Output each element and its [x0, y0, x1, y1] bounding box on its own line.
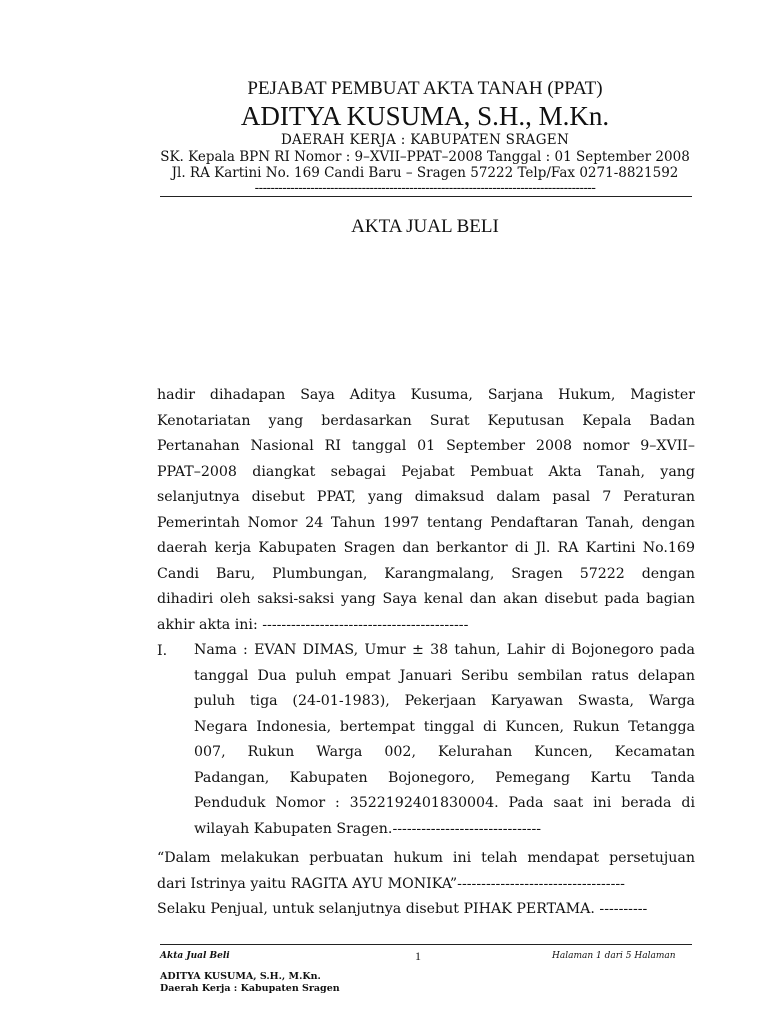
intro-line: PPAT–2008 diangkat sebagai Pejabat Pembuat Akta Tanah, yang [157, 463, 695, 480]
consent-line: “Dalam melakukan perbuatan hukum ini telah mendapat persetujuan [157, 850, 695, 866]
intro-line: dihadiri oleh saksi-saksi yang Saya kenal dan akan disebut pada bagian [157, 591, 695, 607]
office-title: PEJABAT PEMBUAT AKTA TANAH (PPAT) [247, 78, 603, 99]
deed-title: AKTA JUAL BELI [351, 216, 499, 237]
party-line: puluh tiga (24-01-1983), Pekerjaan Karyawan Swasta, Warga [194, 693, 695, 709]
intro-line: Candi Baru, Plumbungan, Karangmalang, Sragen 57222 dengan [157, 565, 695, 582]
notary-name: ADITYA KUSUMA, S.H., M.Kn. [240, 101, 610, 131]
intro-line: akhir akta ini: ------------------------------------------- [157, 616, 469, 633]
footer-rule [160, 944, 692, 945]
address-line: Jl. RA Kartini No. 169 Candi Baru – Sragen 57222 Telp/Fax 0271-8821592 [171, 165, 679, 181]
consent-line: dari Istrinya yaitu RAGITA AYU MONIKA”----------------------------------- [157, 875, 625, 892]
party-line: Nama : EVAN DIMAS, Umur ± 38 tahun, Lahir di Bojonegoro pada [194, 642, 695, 658]
footer-page-number: 1 [415, 949, 421, 963]
intro-line: Kenotariatan yang berdasarkan Surat Keputusan Kepala Badan [157, 412, 695, 429]
consent-paragraph [157, 846, 695, 923]
intro-paragraph [157, 383, 695, 638]
party-numeral: I. [157, 643, 168, 659]
footer-doc-title: Akta Jual Beli [160, 951, 230, 961]
header-dash-line: -------------------------------------------------------------------------------------- [254, 180, 596, 196]
party-line: Penduduk Nomor : 3522192401830004. Pada saat ini berada di [194, 795, 695, 811]
work-area: DAERAH KERJA : KABUPATEN SRAGEN [280, 132, 570, 148]
party-one-details [194, 638, 695, 842]
party-line: tanggal Dua puluh empat Januari Seribu sembilan ratus delapan [194, 667, 695, 684]
party-line: 007, Rukun Warga 002, Kelurahan Kuncen, Kecamatan [194, 744, 695, 760]
intro-line: Pemerintah Nomor 24 Tahun 1997 tentang Pendaftaran Tanah, dengan [157, 514, 695, 531]
intro-line: daerah kerja Kabupaten Sragen dan berkantor di Jl. RA Kartini No.169 [157, 540, 695, 556]
party-line: wilayah Kabupaten Sragen.------------------------------- [194, 820, 542, 837]
party-line: Negara Indonesia, bertempat tinggal di Kuncen, Rukun Tetangga [194, 718, 695, 735]
header-rule [160, 196, 692, 197]
footer-page-of: Halaman 1 dari 5 Halaman [552, 951, 676, 961]
intro-line: selanjutnya disebut PPAT, yang dimaksud dalam pasal 7 Peraturan [157, 489, 695, 505]
consent-line: Selaku Penjual, untuk selanjutnya disebut PIHAK PERTAMA. ---------- [157, 901, 648, 917]
decree-line: SK. Kepala BPN RI Nomor : 9–XVII–PPAT–2008 Tanggal : 01 September 2008 [160, 149, 690, 165]
intro-line: hadir dihadapan Saya Aditya Kusuma, Sarjana Hukum, Magister [157, 387, 695, 403]
party-line: Padangan, Kabupaten Bojonegoro, Pemegang Kartu Tanda [194, 769, 695, 786]
footer-work-area: Daerah Kerja : Kabupaten Sragen [160, 983, 340, 994]
intro-line: Pertanahan Nasional RI tanggal 01 September 2008 nomor 9–XVII– [157, 438, 695, 454]
footer-notary-name: ADITYA KUSUMA, S.H., M.Kn. [160, 971, 321, 982]
